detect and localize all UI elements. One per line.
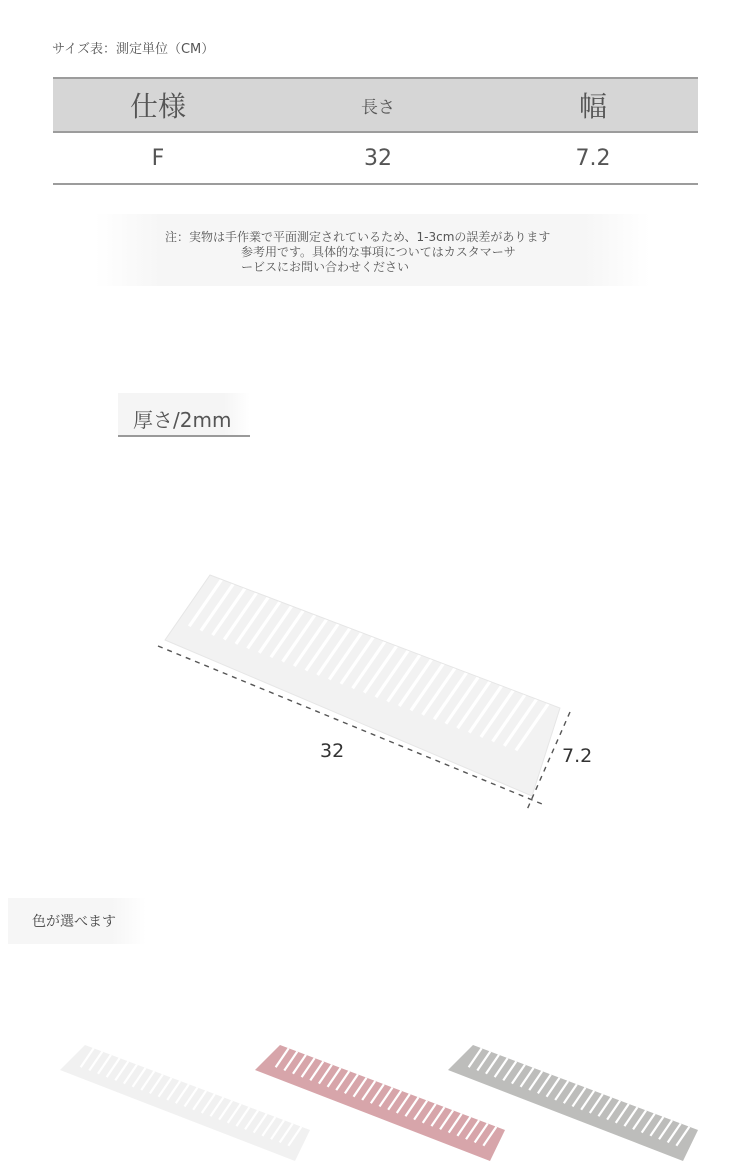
header-spec: 仕様 (129, 90, 186, 123)
divider-product-image (140, 560, 600, 820)
header-width: 幅 (578, 90, 607, 123)
colors-caption-box (8, 898, 146, 944)
thickness-label: 厚さ/2mm (133, 408, 232, 432)
table-header-row (53, 77, 698, 133)
product-dimension-diagram (140, 560, 600, 820)
divider-body (448, 1045, 698, 1161)
note-line: 注：実物は手作業で平面測定されているため、1-3cmの誤差があります (165, 230, 551, 244)
cell-width: 7.2 (575, 145, 611, 171)
colors-caption: 色が選べます (32, 914, 116, 930)
gray-divider-swatch (438, 1030, 708, 1161)
width-label: 7.2 (562, 745, 593, 767)
header-length: 長さ (361, 97, 395, 118)
cell-length: 32 (364, 145, 392, 171)
size-table (53, 77, 698, 185)
cell-spec: F (151, 145, 165, 171)
table-row (53, 133, 698, 185)
length-label: 32 (320, 740, 345, 762)
thickness-label-box (118, 393, 250, 437)
note-line: 参考用です。具体的な事項についてはカスタマーサ (241, 245, 516, 259)
size-table-caption: サイズ表：測定単位（CM） (52, 42, 215, 57)
measurement-note (95, 214, 650, 286)
note-line: ービスにお問い合わせください (241, 260, 410, 274)
